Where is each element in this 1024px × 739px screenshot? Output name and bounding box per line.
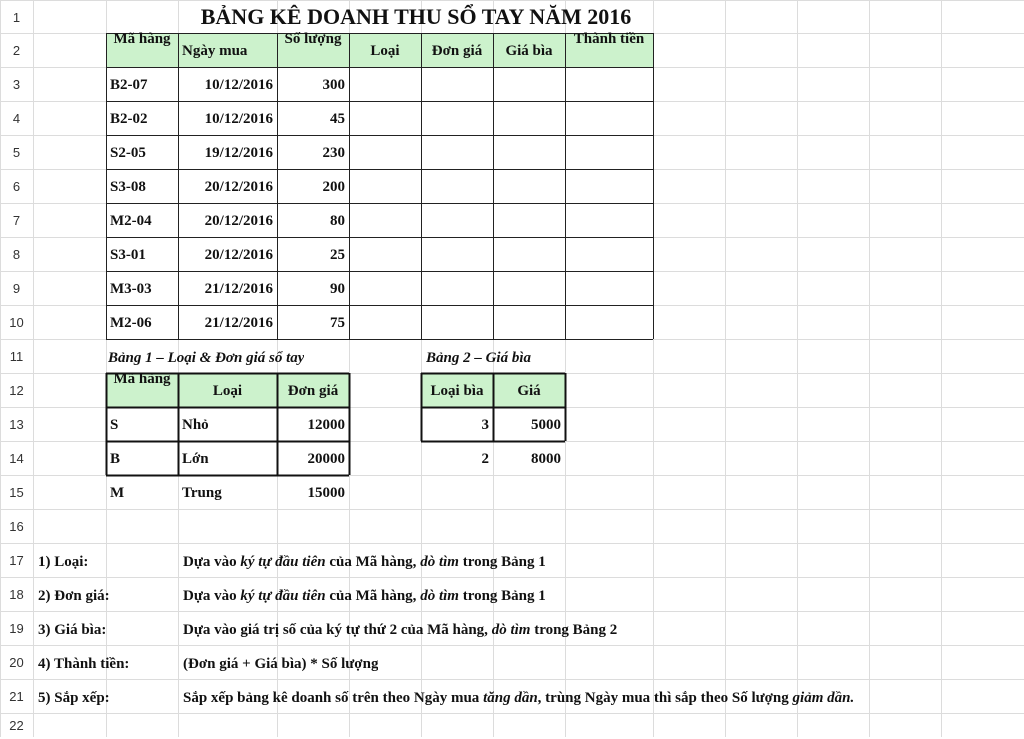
- main-cell-empty[interactable]: [421, 136, 493, 170]
- row-number: 20: [9, 655, 24, 670]
- note-text-part: Dựa vào: [183, 588, 241, 604]
- row-number: 2: [12, 43, 21, 58]
- note-text: [183, 613, 617, 647]
- main-header-3[interactable]: Số lượng: [284, 32, 342, 47]
- main-cell-code[interactable]: S3-01: [110, 247, 146, 263]
- main-cell-qty[interactable]: 80: [330, 213, 345, 229]
- row-number: 8: [12, 247, 21, 262]
- main-cell-qty[interactable]: 230: [322, 145, 345, 161]
- row-number: 3: [12, 77, 21, 92]
- table1-title: Bảng 1 – Loại & Đơn giá sổ tay: [108, 350, 305, 366]
- main-cell-code[interactable]: B2-07: [110, 77, 148, 93]
- note-text-part: trong Bảng 1: [458, 588, 546, 604]
- note-text-part: (Đơn giá + Giá bìa) * Số lượng: [183, 656, 379, 672]
- main-cell-empty[interactable]: [493, 68, 565, 102]
- table1-cell-code[interactable]: B: [110, 451, 121, 467]
- sheet-title: BẢNG KÊ DOANH THU SỔ TAY NĂM 2016: [200, 4, 632, 29]
- main-cell-empty[interactable]: [565, 68, 653, 102]
- note-text-part: dò tìm: [491, 622, 531, 638]
- main-cell-date[interactable]: 20/12/2016: [204, 247, 273, 263]
- main-cell-code[interactable]: B2-02: [110, 111, 148, 127]
- main-cell-empty[interactable]: [493, 204, 565, 238]
- row-number: 11: [9, 349, 24, 364]
- main-cell-empty[interactable]: [421, 68, 493, 102]
- table1-header-2[interactable]: Loại: [212, 383, 243, 399]
- row-number: 4: [12, 111, 21, 126]
- main-cell-empty[interactable]: [349, 136, 421, 170]
- main-cell-empty[interactable]: [565, 238, 653, 272]
- table2-cell-price[interactable]: 8000: [531, 451, 561, 467]
- table2-cell-price[interactable]: 5000: [531, 417, 561, 433]
- table1-cell-type[interactable]: Nhỏ: [182, 417, 209, 433]
- note-text-part: trong Bảng 1: [458, 554, 546, 570]
- row-number: 21: [9, 689, 24, 704]
- row-number: 12: [9, 383, 24, 398]
- main-cell-qty[interactable]: 300: [322, 77, 345, 93]
- main-cell-empty[interactable]: [421, 306, 493, 340]
- row-number: 13: [9, 417, 24, 432]
- main-cell-code[interactable]: M2-04: [110, 213, 152, 229]
- main-cell-empty[interactable]: [349, 170, 421, 204]
- note-text-part: ký tự đầu tiên: [240, 588, 326, 604]
- note-text-part: giảm dần.: [792, 690, 855, 706]
- main-cell-date[interactable]: 19/12/2016: [204, 145, 273, 161]
- main-cell-date[interactable]: 21/12/2016: [204, 315, 273, 331]
- main-header-2[interactable]: Ngày mua: [182, 43, 248, 59]
- row-number: 15: [9, 485, 24, 500]
- row-number: 14: [9, 451, 24, 466]
- main-cell-empty[interactable]: [565, 204, 653, 238]
- main-cell-empty[interactable]: [565, 136, 653, 170]
- main-cell-empty[interactable]: [421, 102, 493, 136]
- row-number: 7: [12, 213, 21, 228]
- note-text-part: , trùng Ngày mua thì sắp theo Số lượng: [537, 690, 793, 706]
- note-text: [183, 647, 378, 681]
- main-cell-qty[interactable]: 75: [330, 315, 345, 331]
- table1-cell-price[interactable]: 12000: [307, 417, 345, 433]
- main-cell-empty[interactable]: [565, 272, 653, 306]
- note-text: [183, 545, 546, 579]
- main-header-1[interactable]: Mã hàng: [113, 32, 171, 47]
- main-cell-code[interactable]: M3-03: [110, 281, 152, 297]
- table1-cell-code[interactable]: M: [110, 485, 125, 501]
- main-header-6[interactable]: Giá bìa: [505, 43, 553, 59]
- note-label: 2) Đơn giá:: [38, 588, 110, 604]
- note-text-part: dò tìm: [420, 588, 459, 604]
- note-text-part: Dựa vào giá trị số của ký tự thứ 2 của Mã hàng,: [183, 622, 492, 638]
- main-cell-code[interactable]: S3-08: [110, 179, 146, 195]
- main-cell-empty[interactable]: [349, 68, 421, 102]
- main-cell-empty[interactable]: [421, 238, 493, 272]
- table1-header-1[interactable]: Mã hàng: [113, 372, 171, 387]
- main-cell-empty[interactable]: [349, 102, 421, 136]
- row-number: 18: [9, 587, 24, 602]
- main-cell-empty[interactable]: [565, 306, 653, 340]
- main-cell-empty[interactable]: [565, 170, 653, 204]
- table2-title: Bảng 2 – Giá bìa: [426, 350, 532, 366]
- main-cell-date[interactable]: 10/12/2016: [204, 111, 273, 127]
- main-cell-qty[interactable]: 200: [322, 179, 345, 195]
- main-cell-empty[interactable]: [349, 238, 421, 272]
- main-cell-date[interactable]: 20/12/2016: [204, 179, 273, 195]
- main-cell-empty[interactable]: [349, 204, 421, 238]
- main-cell-qty[interactable]: 90: [330, 281, 345, 297]
- note-text-part: Dựa vào: [183, 554, 241, 570]
- main-cell-code[interactable]: S2-05: [110, 145, 146, 161]
- note-text-part: của Mã hàng,: [325, 588, 421, 604]
- note-text-part: trong Bảng 2: [530, 622, 618, 638]
- table1-cell-price[interactable]: 20000: [307, 451, 345, 467]
- main-cell-date[interactable]: 21/12/2016: [204, 281, 273, 297]
- note-text-part: Sắp xếp bảng kê doanh số trên theo Ngày mua: [183, 690, 484, 706]
- main-cell-date[interactable]: 10/12/2016: [204, 77, 273, 93]
- table1-cell-code[interactable]: S: [110, 417, 119, 433]
- note-text-part: của Mã hàng,: [325, 554, 421, 570]
- note-label: 1) Loại:: [38, 554, 89, 570]
- row-number: 22: [9, 718, 24, 733]
- table2-header-1[interactable]: Loại bìa: [430, 383, 484, 399]
- table2-header-2[interactable]: Giá: [517, 383, 541, 399]
- note-label: 5) Sắp xếp:: [38, 690, 110, 706]
- main-header-5[interactable]: Đơn giá: [431, 43, 483, 59]
- table2-cell-type[interactable]: 3: [481, 417, 489, 433]
- note-text-part: tăng dần: [483, 690, 538, 706]
- main-cell-empty[interactable]: [349, 272, 421, 306]
- table1-cell-type[interactable]: Lớn: [182, 451, 209, 467]
- table1-header-3[interactable]: Đơn giá: [287, 383, 339, 399]
- note-text: [183, 681, 854, 715]
- main-cell-empty[interactable]: [421, 272, 493, 306]
- row-number: 5: [12, 145, 21, 160]
- main-header-4[interactable]: Loại: [370, 43, 400, 59]
- main-cell-date[interactable]: 20/12/2016: [204, 213, 273, 229]
- main-cell-qty[interactable]: 25: [330, 247, 345, 263]
- main-cell-qty[interactable]: 45: [330, 111, 345, 127]
- row-number: 17: [9, 553, 24, 568]
- main-cell-empty[interactable]: [493, 306, 565, 340]
- row-number: 6: [12, 179, 21, 194]
- table2-cell-type[interactable]: 2: [481, 451, 489, 467]
- main-cell-empty[interactable]: [493, 170, 565, 204]
- main-cell-empty[interactable]: [493, 102, 565, 136]
- row-number: 16: [9, 519, 24, 534]
- note-label: 4) Thành tiền:: [38, 656, 130, 672]
- main-cell-empty[interactable]: [493, 238, 565, 272]
- row-number: 1: [12, 10, 21, 25]
- main-cell-empty[interactable]: [421, 204, 493, 238]
- main-cell-empty[interactable]: [565, 102, 653, 136]
- note-label: 3) Giá bìa:: [38, 622, 107, 638]
- row-number: 19: [9, 621, 24, 636]
- main-cell-empty[interactable]: [493, 272, 565, 306]
- note-text-part: dò tìm: [420, 554, 459, 570]
- row-number: 10: [9, 315, 24, 330]
- main-cell-empty[interactable]: [421, 170, 493, 204]
- note-text-part: ký tự đầu tiên: [240, 554, 326, 570]
- main-cell-code[interactable]: M2-06: [110, 315, 152, 331]
- main-cell-empty[interactable]: [349, 306, 421, 340]
- note-text: [183, 579, 546, 613]
- table1-cell-type[interactable]: Trung: [182, 485, 222, 501]
- main-cell-empty[interactable]: [493, 136, 565, 170]
- row-number: 9: [12, 281, 21, 296]
- table1-cell-price[interactable]: 15000: [307, 485, 345, 501]
- main-header-7[interactable]: Thành tiền: [573, 32, 645, 47]
